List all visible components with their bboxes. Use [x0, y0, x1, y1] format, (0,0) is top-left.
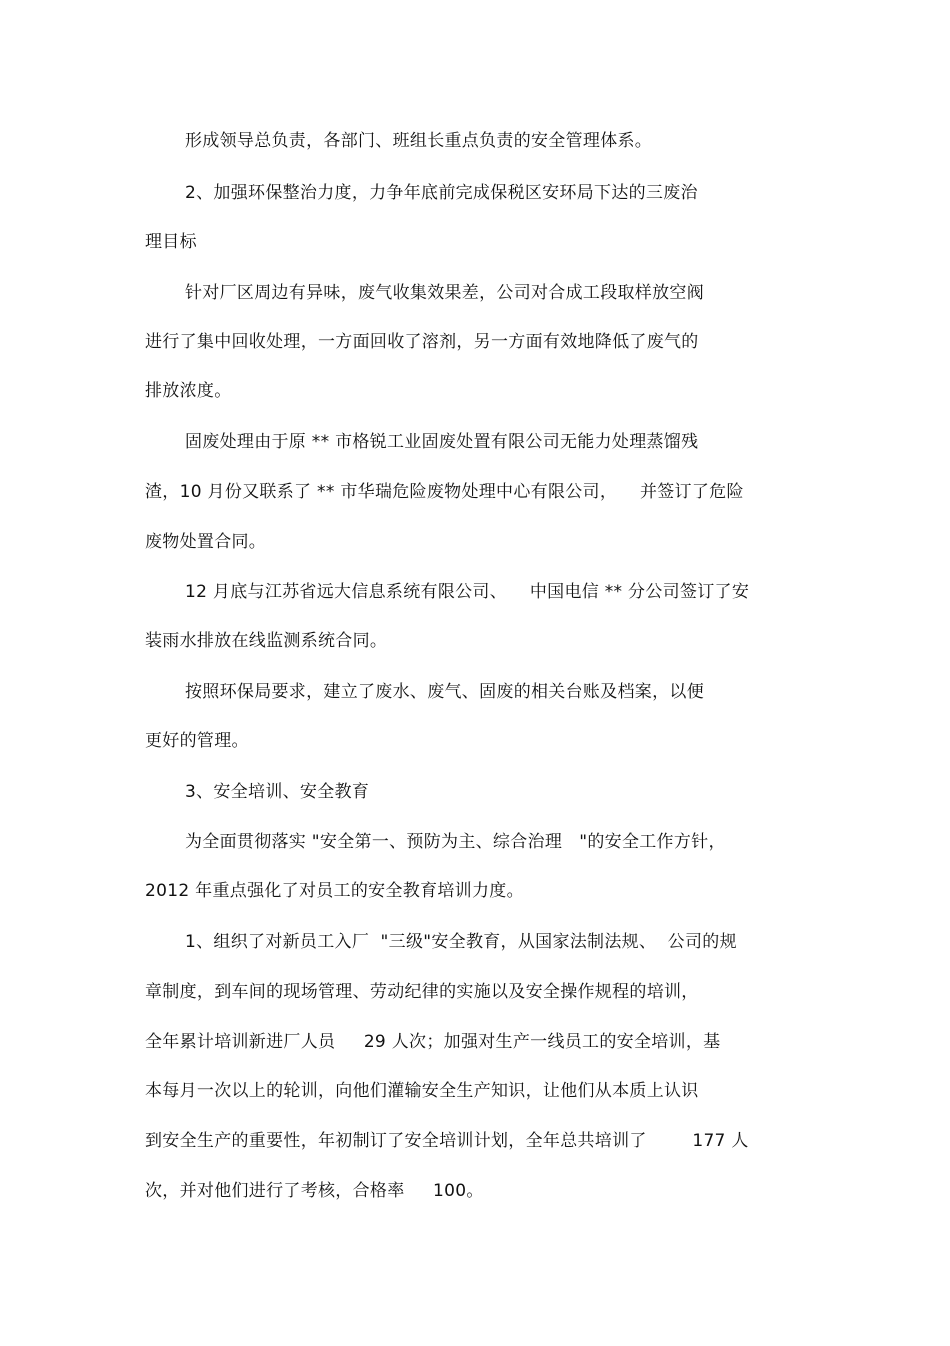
paragraph-line: 1、组织了对新员工入厂 "三级"安全教育，从国家法制法规、 公司的规 [185, 932, 737, 952]
section-heading: 3、安全培训、安全教育 [185, 782, 370, 802]
paragraph-line: 12 月底与江苏省远大信息系统有限公司、 中国电信 ** 分公司签订了安 [185, 582, 750, 602]
paragraph-line: 更好的管理。 [145, 731, 249, 751]
paragraph-line: 章制度，到车间的现场管理、劳动纪律的实施以及安全操作规程的培训， [145, 982, 699, 1002]
paragraph-line: 形成领导总负责，各部门、班组长重点负责的安全管理体系。 [185, 131, 653, 151]
paragraph-line: 装雨水排放在线监测系统合同。 [145, 631, 388, 651]
paragraph-line: 废物处置合同。 [145, 532, 267, 552]
paragraph-line: 到安全生产的重要性，年初制订了安全培训计划，全年总共培训了 177 人 [145, 1131, 749, 1151]
paragraph-line: 全年累计培训新进厂人员 29 人次；加强对生产一线员工的安全培训，基 [145, 1032, 721, 1052]
paragraph-line: 次，并对他们进行了考核，合格率 100。 [145, 1181, 484, 1201]
paragraph-line: 渣，10 月份又联系了 ** 市华瑞危险废物处理中心有限公司， 并签订了危险 [145, 482, 744, 502]
section-heading: 2、加强环保整治力度，力争年底前完成保税区安环局下达的三废治 [185, 183, 698, 203]
paragraph-line: 按照环保局要求，建立了废水、废气、固废的相关台账及档案，以便 [185, 682, 704, 702]
paragraph-line: 为全面贯彻落实 "安全第一、预防为主、综合治理 "的安全工作方针， [185, 832, 726, 852]
paragraph-line: 本每月一次以上的轮训，向他们灌输安全生产知识，让他们从本质上认识 [145, 1081, 699, 1101]
paragraph-line: 排放浓度。 [145, 381, 232, 401]
paragraph-line: 2012 年重点强化了对员工的安全教育培训力度。 [145, 881, 524, 901]
paragraph-line: 进行了集中回收处理，一方面回收了溶剂，另一方面有效地降低了废气的 [145, 332, 699, 352]
paragraph-line: 固废处理由于原 ** 市格锐工业固废处置有限公司无能力处理蒸馏残 [185, 432, 699, 452]
section-heading: 理目标 [145, 232, 197, 252]
paragraph-line: 针对厂区周边有异味，废气收集效果差，公司对合成工段取样放空阀 [185, 283, 704, 303]
